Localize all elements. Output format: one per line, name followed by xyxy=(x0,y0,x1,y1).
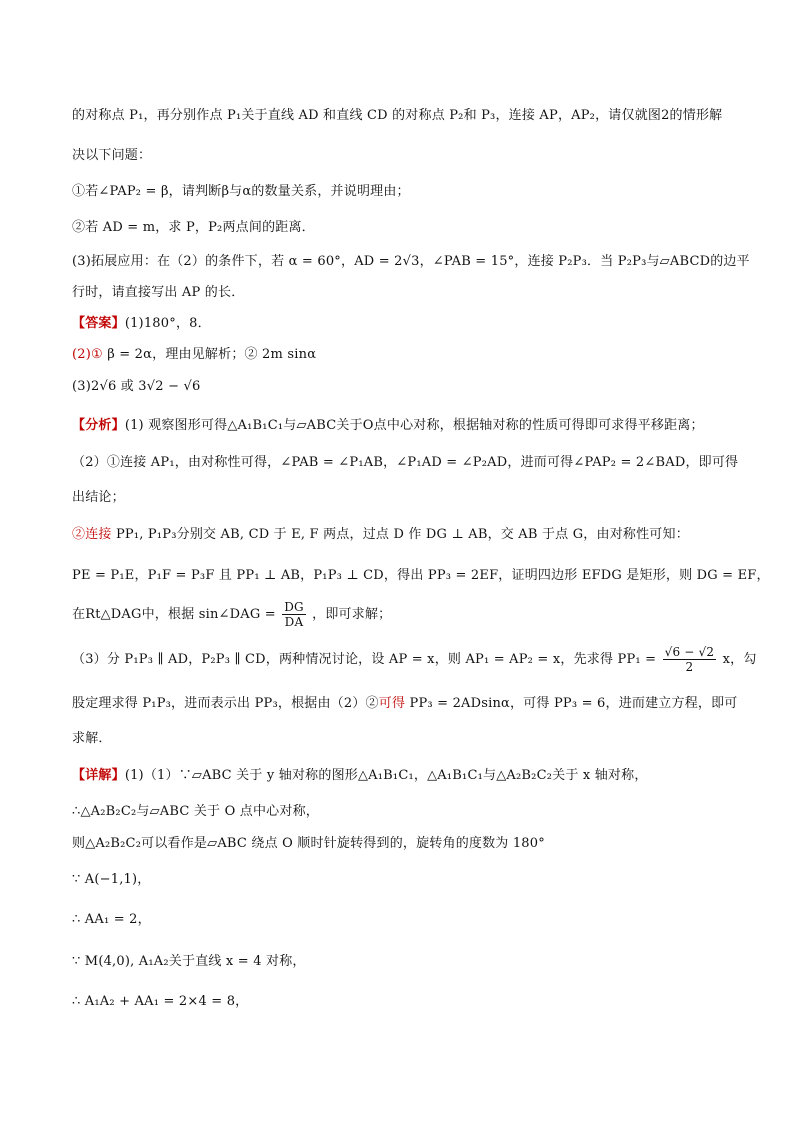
text-line: 行时，请直接写出 AP 的长． xyxy=(72,285,245,300)
analysis-line: （2）①连接 AP₁，由对称性可得，∠PAB = ∠P₁AB，∠P₁AD = ∠P₂AD，进而可得∠PAP₂ = 2∠BAD，即可得 xyxy=(72,455,739,470)
analysis-line: 出结论； xyxy=(72,490,125,505)
detail-line: ∴ A₁A₂ + AA₁ = 2×4 = 8， xyxy=(72,994,249,1009)
analysis-line: ②连接 PP₁, P₁P₃分别交 AB, CD 于 E, F 两点，过点 D 作 DG ⊥ AB，交 AB 于点 G，由对称性可知： xyxy=(72,527,689,542)
detail-line: ∵ M(4,0), A₁A₂关于直线 x = 4 对称， xyxy=(72,954,306,969)
text-line: 决以下问题： xyxy=(72,148,152,163)
text-line: ②若 AD = m，求 P，P₂两点间的距离． xyxy=(72,220,315,235)
fraction: $\frac{DG}{DA}$ xyxy=(284,600,304,629)
answer-tag: 【答案】 xyxy=(72,316,125,331)
analysis-line: 在Rt△DAG中，根据 sin∠DAG = $\frac{DG}{DA}$ ，即可求解； xyxy=(72,600,392,629)
detail-tag: 【详解】 xyxy=(72,768,125,783)
detail-line: 则△A₂B₂C₂可以看作是▱ABC 绕点 O 顺时针旋转得到的，旋转角的度数为 180° xyxy=(72,836,545,851)
detail-line: 【详解】(1)（1）∵▱ABC 关于 y 轴对称的图形△A₁B₁C₁，△A₁B₁C₁与△A₂B₂C₂关于 x 轴对称， xyxy=(72,768,648,783)
detail-line: ∵ A(−1,1)， xyxy=(72,872,151,887)
detail-line: ∴△A₂B₂C₂与▱ABC 关于 O 点中心对称， xyxy=(72,804,319,819)
analysis-line: 求解． xyxy=(72,731,112,746)
analysis-line: 股定理求得 P₁P₃，进而表示出 PP₃，根据由（2）②可得 PP₃ = 2ADsinα，可得 PP₃ = 6，进而建立方程，即可 xyxy=(72,696,738,711)
analysis-line: （3）分 P₁P₃ ∥ AD，P₂P₃ ∥ CD，两种情况讨论，设 AP = x，则 AP₁ = AP₂ = x，先求得 PP₁ = $\frac{√6 - √2}{2}$ x，勾 xyxy=(72,645,757,674)
answer-line: (2)① β = 2α，理由见解析；② 2m sinα xyxy=(72,347,317,362)
answer-line: (3)2√6 或 3√2 − √6 xyxy=(72,379,201,394)
answer-line: 【答案】(1)180°，8． xyxy=(72,316,211,331)
text-line: (3)拓展应用：在（2）的条件下，若 α = 60°，AD = 2√3，∠PAB = 15°，连接 P₂P₃．当 P₂P₃与▱ABCD的边平 xyxy=(72,254,750,269)
detail-line: ∴ AA₁ = 2， xyxy=(72,912,151,927)
fraction: $\frac{√6 - √2}{2}$ xyxy=(664,645,715,674)
analysis-line: PE = P₁E，P₁F = P₃F 且 PP₁ ⊥ AB，P₁P₃ ⊥ CD，得出 PP₃ = 2EF，证明四边形 EFDG 是矩形，则 DG = EF， xyxy=(72,568,770,583)
analysis-line: 【分析】(1) 观察图形可得△A₁B₁C₁与▱ABC关于O点中心对称，根据轴对称的性质可得即可求得平移距离； xyxy=(72,418,704,433)
text-line: 的对称点 P₁，再分别作点 P₁关于直线 AD 和直线 CD 的对称点 P₂和 P₃，连接 AP，AP₂，请仅就图2的情形解 xyxy=(72,108,723,123)
analysis-tag: 【分析】 xyxy=(72,418,125,433)
text-line: ①若∠PAP₂ = β，请判断β与α的数量关系，并说明理由； xyxy=(72,184,410,199)
